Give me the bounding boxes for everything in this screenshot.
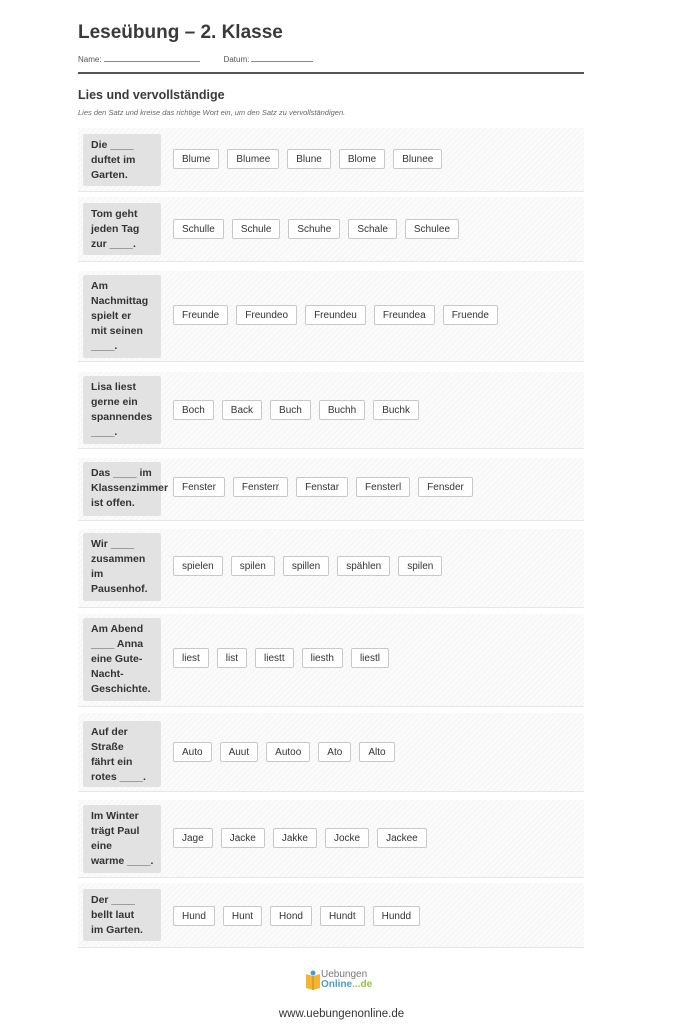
answer-option[interactable]: Freundea [374,305,435,325]
answer-option[interactable]: Hunt [223,906,262,926]
section-title: Lies und vervollständige [78,88,225,102]
answer-options [173,648,389,668]
answer-options [173,906,420,926]
exercise-sentence: Lisa liest gerne ein spannendes ____. [83,376,161,444]
exercise-sentence: Die ____ duftet im Garten. [83,134,161,186]
answer-option[interactable]: Blunee [393,149,442,169]
exercise-row [78,800,584,878]
exercise-sentence: Der ____ bellt laut im Garten. [83,889,161,941]
answer-option[interactable]: Blome [339,149,385,169]
exercise-row [78,197,584,262]
exercise-sentence: Wir ____ zusammen im Pausenhof. [83,533,161,601]
answer-option[interactable]: spillen [283,556,329,576]
answer-option[interactable]: Jage [173,828,213,848]
date-blank [251,53,313,62]
answer-option[interactable]: Ato [318,742,351,762]
exercise-sentence: Das ____ im Klassenzimmer ist offen. [83,462,161,516]
answer-option[interactable]: list [217,648,247,668]
answer-option[interactable]: Buch [270,400,311,420]
answer-option[interactable]: Schulle [173,219,224,239]
answer-option[interactable]: spielen [173,556,223,576]
answer-option[interactable]: Auto [173,742,212,762]
answer-option[interactable]: Blumee [227,149,279,169]
answer-option[interactable]: Freundeo [236,305,297,325]
exercise-row [78,713,584,792]
answer-option[interactable]: spilen [398,556,442,576]
answer-option[interactable]: Freundeu [305,305,366,325]
name-date-line [78,53,337,64]
name-label: Name: [78,55,102,64]
answer-option[interactable]: Hundd [373,906,420,926]
exercise-sentence: Am Abend ____ Anna eine Gute- Nacht- Geschichte. [83,618,161,701]
answer-option[interactable]: Jocke [325,828,369,848]
answer-option[interactable]: Autoo [266,742,310,762]
answer-option[interactable]: Schule [232,219,281,239]
answer-option[interactable]: Blune [287,149,331,169]
answer-option[interactable]: liestt [255,648,294,668]
answer-option[interactable]: Schale [348,219,397,239]
site-logo [305,968,385,994]
book-icon [305,970,321,990]
answer-options [173,305,498,325]
answer-option[interactable]: Blume [173,149,219,169]
footer-url: www.uebungenonline.de [278,1008,405,1020]
logo-line2-main: Online [321,979,353,990]
answer-option[interactable]: Hund [173,906,215,926]
exercise-row [78,614,584,707]
date-label: Datum: [223,55,250,64]
answer-option[interactable]: Jakke [273,828,317,848]
answer-option[interactable]: Fensterr [233,477,288,497]
header-divider [78,72,584,74]
exercise-row [78,458,584,521]
answer-option[interactable]: Buchh [319,400,365,420]
answer-option[interactable]: Auut [220,742,259,762]
exercise-row [78,372,584,449]
answer-option[interactable]: Fensder [418,477,473,497]
exercise-sentence: Am Nachmittag spielt er mit seinen ____. [83,275,161,358]
answer-option[interactable]: Fensterl [356,477,410,497]
answer-options [173,742,395,762]
answer-options [173,556,442,576]
exercise-sentence: Im Winter trägt Paul eine warme ____. [83,805,161,873]
answer-options [173,219,459,239]
logo-line2-suffix: ...de [352,979,373,990]
answer-option[interactable]: liesth [302,648,343,668]
answer-options [173,400,419,420]
logo-line2 [321,979,372,990]
answer-option[interactable]: spilen [231,556,275,576]
exercise-row [78,271,584,362]
worksheet-title: Leseübung – 2. Klasse [78,22,283,43]
name-blank [104,53,200,62]
answer-option[interactable]: liestl [351,648,389,668]
answer-option[interactable]: Freunde [173,305,228,325]
exercise-sentence: Auf der Straße fährt ein rotes ____. [83,721,161,787]
exercise-row [78,128,584,192]
answer-options [173,477,473,497]
answer-option[interactable]: liest [173,648,209,668]
exercise-row [78,529,584,608]
answer-option[interactable]: Boch [173,400,214,420]
answer-options [173,149,442,169]
answer-option[interactable]: Fruende [443,305,498,325]
answer-option[interactable]: Buchk [373,400,419,420]
answer-options [173,828,427,848]
answer-option[interactable]: spählen [337,556,390,576]
answer-option[interactable]: Hond [270,906,312,926]
exercise-sentence: Tom geht jeden Tag zur ____. [83,203,161,255]
exercise-row [78,883,584,948]
answer-option[interactable]: Back [222,400,262,420]
answer-option[interactable]: Jacke [221,828,265,848]
answer-option[interactable]: Fenster [173,477,225,497]
answer-option[interactable]: Hundt [320,906,365,926]
section-instruction: Lies den Satz und kreise das richtige Wort ein, um den Satz zu vervollständigen. [78,108,346,117]
answer-option[interactable]: Fenstar [296,477,348,497]
answer-option[interactable]: Schulee [405,219,459,239]
logo-line1: Uebungen [321,969,368,980]
answer-option[interactable]: Schuhe [288,219,340,239]
answer-option[interactable]: Alto [359,742,394,762]
answer-option[interactable]: Jackee [377,828,427,848]
